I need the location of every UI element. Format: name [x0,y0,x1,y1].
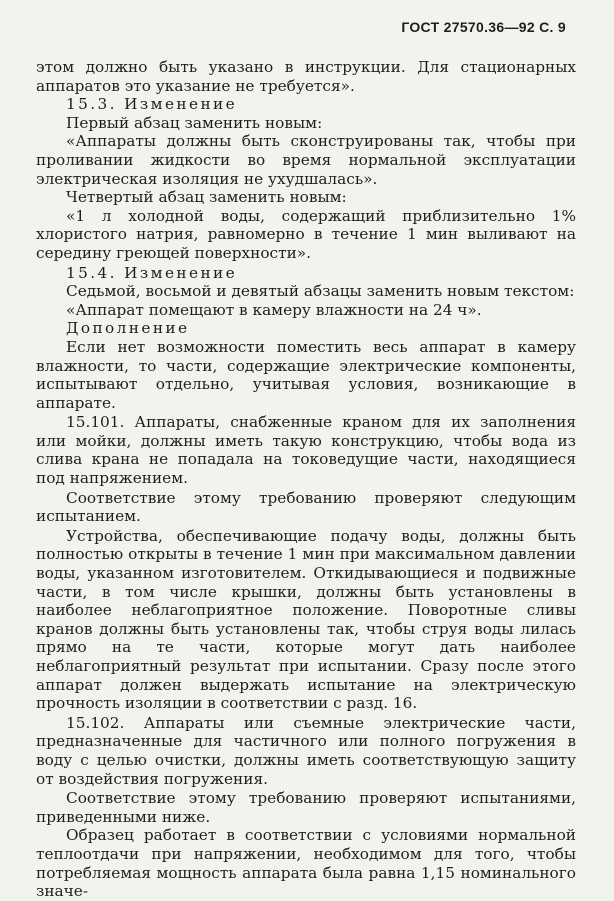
paragraph: Седьмой, восьмой и девятый абзацы заменить новым текстом: [66,282,575,301]
paragraph: Четвертый абзац заменить новым: [66,188,347,207]
section-heading-15-4: 15.4. Изменение [66,263,238,282]
body-text [36,58,576,901]
paragraph: Устройства, обеспечивающие подачу воды, должны быть полностью открыты в течение 1 мин при максимальном давлении воды, указанном изготовителем. Откидывающиеся и подвижные части, в том числе крышки, должны быть установлены в наиболее неблагоприятное положение. Поворотные сливы кранов должны быть установлены так, чтобы струя воды лилась прямо на те части, которые могут дать наиболее неблагоприятный результат при испытании. Сразу после этого аппарат должен выдержать испытание на электрическую прочность изоляции в соответствии с разд. 16. [36,526,576,713]
paragraph: «Аппараты должны быть сконструированы так, чтобы при проливании жидкости во время нормальной эксплуатации электрическая изоляция не ухудшалась». [36,132,576,188]
paragraph: Соответствие этому требованию проверяют следующим испытанием. [36,488,576,526]
paragraph: Первый абзац заменить новым: [66,113,323,132]
paragraph-15-102: 15.102. Аппараты или съемные электрические части, предназначенные для частичного или полного погружения в воду с целью очистки, должны иметь соответствующую защиту от воздействия погружения. [36,713,576,788]
paragraph-15-101: 15.101. Аппараты, снабженные краном для их заполнения или мойки, должны иметь такую конструкцию, чтобы вода из слива крана не попадала на токоведущие части, находящиеся под напряжением. [36,413,576,488]
paragraph: «1 л холодной воды, содержащий приблизительно 1% хлористого натрия, равномерно в течение 1 мин выливают на середину греющей поверхности». [36,206,576,262]
section-heading-15-3: 15.3. Изменение [66,95,238,114]
paragraph: Образец работает в соответствии с условиями нормальной теплоотдачи при напряжении, необходимом для того, чтобы потребляемая мощность аппарата была равна 1,15 номинального значе- [36,826,576,901]
paragraph: «Аппарат помещают в камеру влажности на 24 ч». [66,300,482,319]
page-header: ГОСТ 27570.36—92 С. 9 [401,19,566,35]
paragraph-continuation: этом должно быть указано в инструкции. Для стационарных аппаратов это указание не требуется». [36,58,576,95]
paragraph: Соответствие этому требованию проверяют испытаниями, приведенными ниже. [36,789,576,826]
section-heading-addition: Дополнение [66,319,190,338]
paragraph: Если нет возможности поместить весь аппарат в камеру влажности, то части, содержащие электрические компоненты, испытывают отдельно, учитывая условия, возникающие в аппарате. [36,337,576,412]
